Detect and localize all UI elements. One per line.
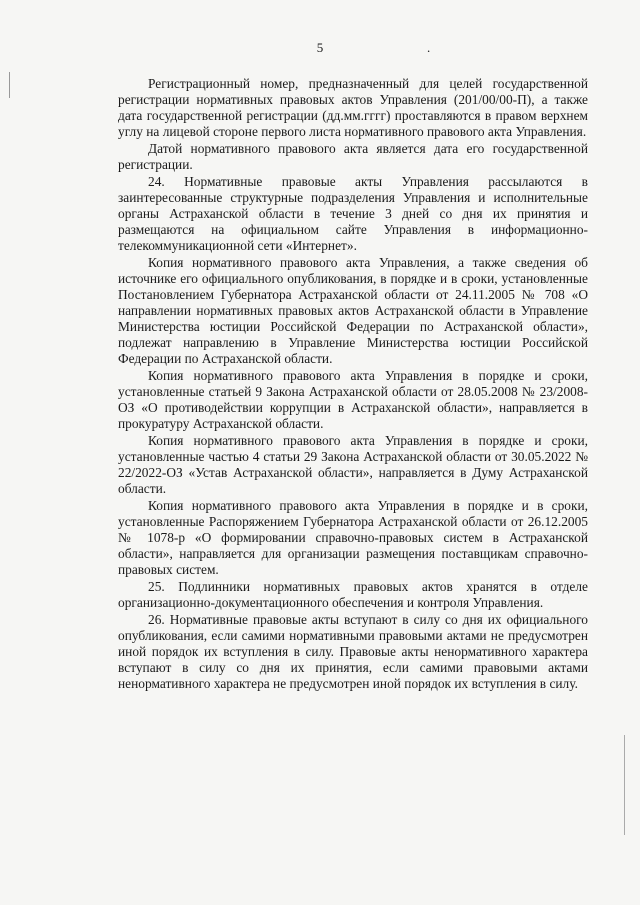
paragraph-copy-prosecutor: Копия нормативного правового акта Управления в порядке и сроки, установленные статьей 9 Закона Астраханской области от 28.05.2008 № 23/2008-ОЗ «О противодействии коррупции в Астраханской области», направляется в прокуратуру Астраханской области. <box>118 368 588 431</box>
scan-artifact-left <box>9 72 10 98</box>
page-mark: . <box>427 40 431 55</box>
paragraph-24: 24. Нормативные правовые акты Управления рассылаются в заинтересованные структурные подразделения Управления и исполнительные органы Астраханской области в течение 3 дней со дня их принятия и размещаются на официальном сайте Управления в информационно-телекоммуникационной сети «Интернет». <box>118 174 588 253</box>
paragraph-copy-ministry-justice: Копия нормативного правового акта Управления, а также сведения об источнике его официального опубликования, в порядке и в сроки, установленные Постановлением Губернатора Астраханской области от 24.11.2005 № 708 «О направлении нормативных правовых актов Астраханской области в Управление Министерства юстиции Российской Федерации по Астраханской области», подлежат направлению в Управление Министерства юстиции Российской Федерации по Астраханской области. <box>118 255 588 366</box>
page-number: 5 <box>316 40 324 55</box>
paragraph-25: 25. Подлинники нормативных правовых актов хранятся в отделе организационно-документационного обеспечения и контроля Управления. <box>118 579 588 610</box>
paragraph-copy-duma: Копия нормативного правового акта Управления в порядке и сроки, установленные частью 4 статьи 29 Закона Астраханской области от 30.05.2022 № 22/2022-ОЗ «Устав Астраханской области», направляется в Думу Астраханской области. <box>118 433 588 496</box>
document-body <box>118 76 588 693</box>
paragraph-registration-number: Регистрационный номер, предназначенный для целей государственной регистрации нормативных правовых актов Управления (201/00/00-П), а также дата государственной регистрации (дд.мм.гггг) проставляются в правом верхнем углу на лицевой стороне первого листа нормативного правового акта Управления. <box>118 76 588 139</box>
paragraph-act-date: Датой нормативного правового акта является дата его государственной регистрации. <box>118 141 588 172</box>
scan-artifact-right <box>624 735 625 835</box>
paragraph-26: 26. Нормативные правовые акты вступают в силу со дня их официального опубликования, если самими нормативными правовыми актами не предусмотрен иной порядок их вступления в силу. Правовые акты ненормативного характера вступают в силу со дня их принятия, если самими правовыми актами ненормативного характера не предусмотрен иной порядок их вступления в силу. <box>118 612 588 691</box>
paragraph-copy-legal-systems: Копия нормативного правового акта Управления в порядке и в сроки, установленные Распоряжением Губернатора Астраханской области от 26.12.2005 № 1078-р «О формировании справочно-правовых систем в Астраханской области», направляется для организации размещения поставщикам справочно-правовых систем. <box>118 498 588 577</box>
